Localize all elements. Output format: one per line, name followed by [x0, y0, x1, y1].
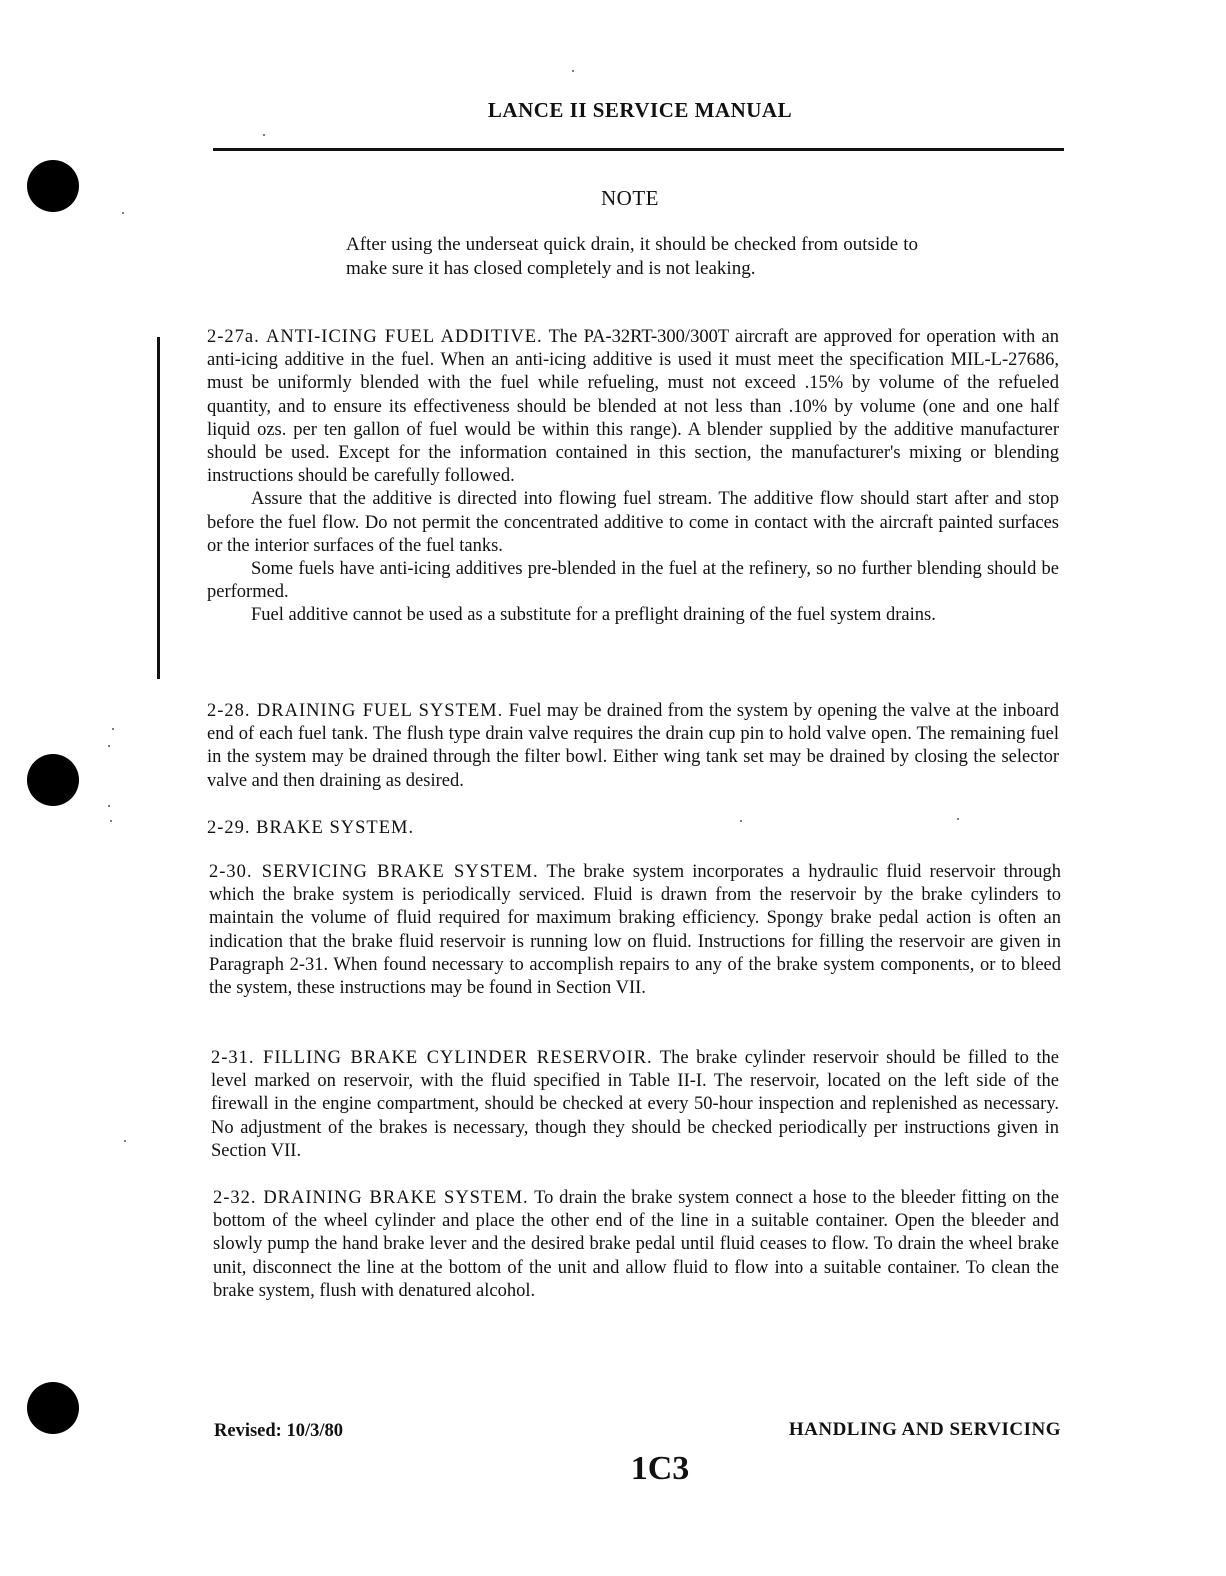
section-paragraph: [213, 1187, 1059, 1303]
scan-speck: [124, 1140, 126, 1142]
paragraph-text: To drain the brake system connect a hose to the bleeder fitting on the bottom of the wheel cylinder and place the other end of the line in a suitable container. Open the bleeder and slowly pump the hand brake lever and the desired brake pedal until fluid ceases to flow. To drain the wheel brake unit, disconnect the line at the bottom of the unit and allow fluid to flow into a suitable container. To clean the brake system, flush with denatured alcohol.: [213, 1188, 1059, 1301]
section-paragraph: [209, 861, 1061, 1000]
section-paragraph: Assure that the additive is directed into flowing fuel stream. The additive flow should start after and stop before the fuel flow. Do not permit the concentrated additive to come in contact with the aircraft painted surfaces or the interior surfaces of the fuel tanks.: [207, 489, 1059, 556]
scan-speck: [110, 820, 112, 822]
scan-speck: [108, 745, 110, 747]
section-paragraph: Some fuels have anti-icing additives pre-blended in the fuel at the refinery, so no further blending should be performed.: [207, 559, 1059, 603]
section-filling-reservoir: [211, 1047, 1059, 1163]
paragraph-text: Fuel may be drained from the system by opening the valve at the inboard end of each fuel tank. The flush type drain valve requires the drain cup pin to hold valve open. The remaining fuel in the system may be drained through the filter bowl. Either wing tank set may be drained by closing the selector valve and then draining as desired.: [207, 701, 1060, 791]
binder-hole: [27, 754, 79, 806]
section-heading: 2-30. SERVICING BRAKE SYSTEM.: [209, 862, 539, 882]
section-paragraph: [211, 1047, 1059, 1163]
section-heading: 2-27a. ANTI-ICING FUEL ADDITIVE.: [207, 327, 543, 347]
paragraph-text: The brake cylinder reservoir should be filled to the level marked on reservoir, with the fluid specified in Table II-I. The reservoir, located on the left side of the firewall in the engine compartment, should be checked at every 50-hour inspection and replenished as necessary. No adjustment of the brakes is necessary, though they should be checked periodically per instructions given in Section VII.: [211, 1048, 1059, 1161]
scan-speck: [108, 805, 110, 807]
revision-change-bar: [157, 337, 160, 679]
section-heading: 2-31. FILLING BRAKE CYLINDER RESERVOIR.: [211, 1048, 653, 1068]
scan-speck: [112, 728, 114, 730]
scan-speck: [122, 212, 124, 214]
scan-speck: [572, 70, 574, 72]
header-divider: [213, 148, 1064, 151]
section-servicing-brake: [209, 861, 1061, 1000]
note-body: After using the underseat quick drain, it should be checked from outside to make sure it has closed completely and is not leaking.: [346, 234, 918, 279]
revision-date: Revised: 10/3/80: [214, 1421, 343, 1441]
scan-speck: [263, 134, 265, 136]
binder-hole: [27, 160, 79, 212]
section-paragraph: [207, 700, 1059, 793]
page-number: 1C3: [630, 1450, 690, 1487]
section-paragraph: [207, 326, 1059, 488]
binder-hole: [27, 1382, 79, 1434]
section-brake-system: [207, 817, 1059, 840]
section-heading: 2-29. BRAKE SYSTEM.: [207, 818, 415, 838]
footer-section-title: HANDLING AND SERVICING: [788, 1419, 1061, 1440]
manual-title: LANCE II SERVICE MANUAL: [487, 98, 793, 122]
note-title: NOTE: [601, 186, 659, 210]
section-draining-brake: [213, 1187, 1059, 1303]
paragraph-text: The PA-32RT-300/300T aircraft are approved for operation with an anti-icing additive in the fuel. When an anti-icing additive is used it must meet the specification MIL-L-27686, must be uniformly blended with the fuel while refueling, must not exceed .15% by volume of the refueled quantity, and to ensure its effectiveness should be blended at not less than .10% by volume (one and one half liquid ozs. per ten gallon of fuel would be within this range). A blender supplied by the additive manufacturer should be used. Except for the information contained in this section, the manufacturer's mixing or blending instructions should be carefully followed.: [207, 327, 1059, 487]
section-paragraph: [207, 817, 1059, 840]
paragraph-text: The brake system incorporates a hydraulic fluid reservoir through which the brake system is periodically serviced. Fluid is drawn from the reservoir by the brake cylinders to maintain the volume of fluid required for maximum braking efficiency. Spongy brake pedal action is often an indication that the brake fluid reservoir is running low on fluid. Instructions for filling the reservoir are given in Paragraph 2-31. When found necessary to accomplish repairs to any of the brake system components, or to bleed the system, these instructions may be found in Section VII.: [209, 862, 1061, 999]
section-paragraph: Fuel additive cannot be used as a substitute for a preflight draining of the fuel system drains.: [251, 605, 936, 626]
section-anti-icing: [207, 326, 1059, 628]
section-heading: 2-28. DRAINING FUEL SYSTEM.: [207, 701, 504, 721]
section-draining-fuel: [207, 700, 1059, 793]
section-heading: 2-32. DRAINING BRAKE SYSTEM.: [213, 1188, 529, 1208]
